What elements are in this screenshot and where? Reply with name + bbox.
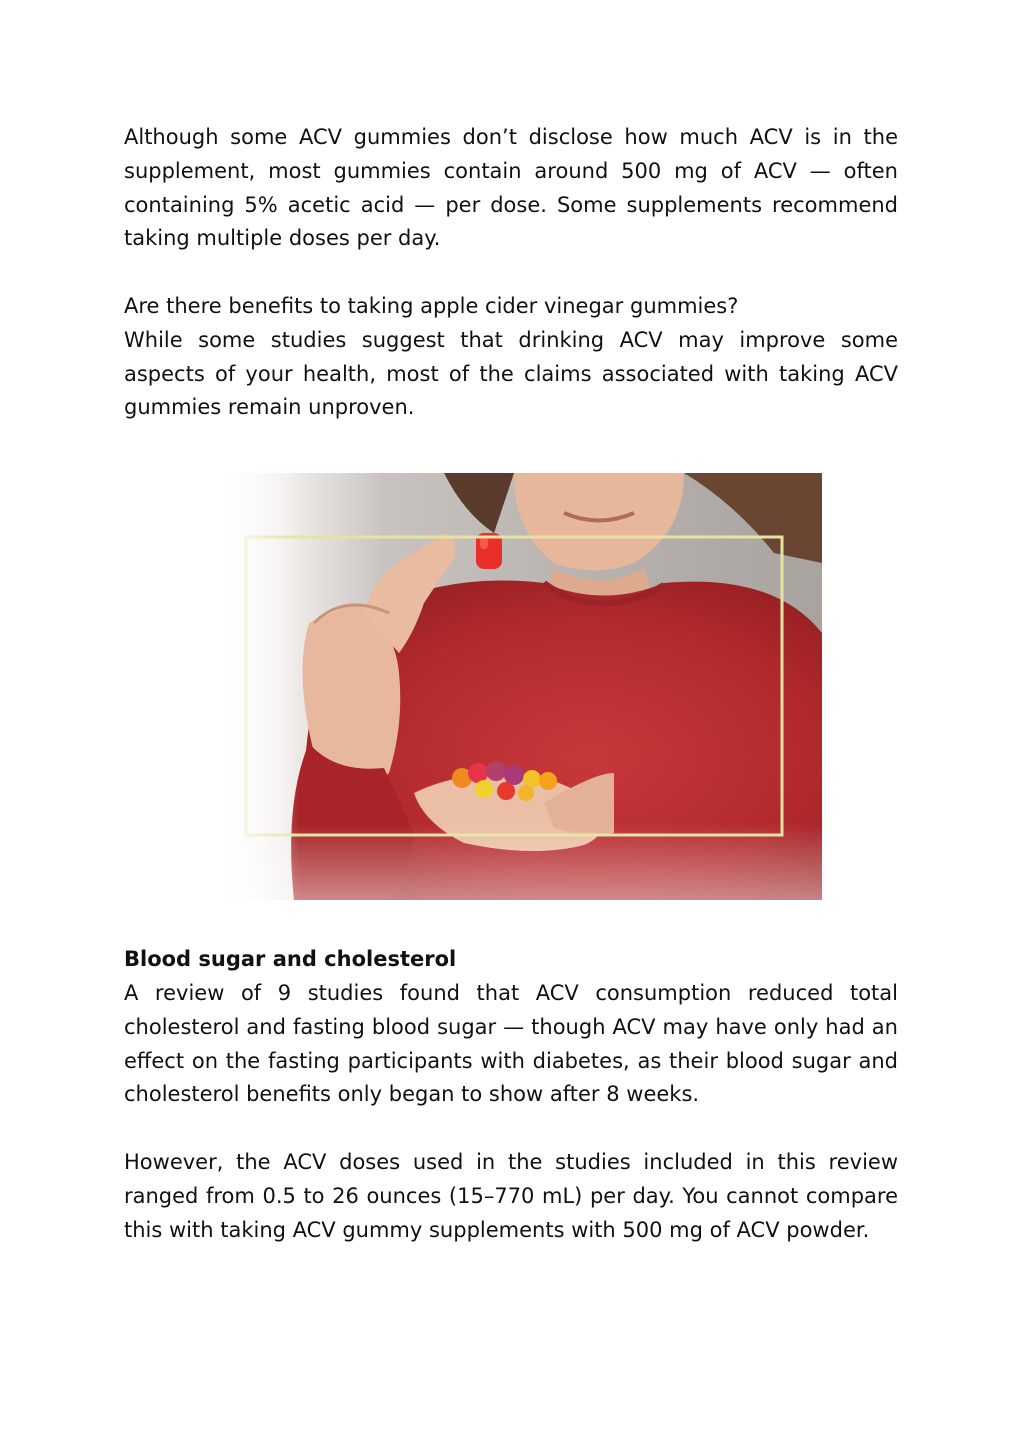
woman-holding-gummies-photo-icon (214, 473, 822, 900)
review-paragraph: A review of 9 studies found that ACV consumption reduced total cholesterol and fasting blood sugar — though ACV may have only had an effect on the fasting participants with diabetes, as their blood sugar and cholesterol benefits only began to show after 8 weeks. (124, 980, 898, 1107)
gummies-photo (214, 473, 822, 900)
document-page (124, 121, 898, 1247)
paragraph-gap (124, 256, 898, 290)
doses-paragraph: However, the ACV doses used in the studies included in this review ranged from 0.5 to 26 ounces (15–770 mL) per day. You cannot compare this with taking ACV gummy supplements with 500 mg of ACV powder. (124, 1149, 898, 1242)
question-heading: Are there benefits to taking apple cider vinegar gummies? (124, 293, 739, 318)
paragraph-gap (124, 1112, 898, 1146)
benefits-paragraph: While some studies suggest that drinking ACV may improve some aspects of your health, most of the claims associated with taking ACV gummies remain unproven. (124, 327, 898, 420)
section-heading: Blood sugar and cholesterol (124, 947, 457, 972)
intro-paragraph: Although some ACV gummies don’t disclose how much ACV is in the supplement, most gummies contain around 500 mg of ACV — often containing 5% acetic acid — per dose. Some supplements recommend taking multiple doses per day. (124, 125, 898, 251)
